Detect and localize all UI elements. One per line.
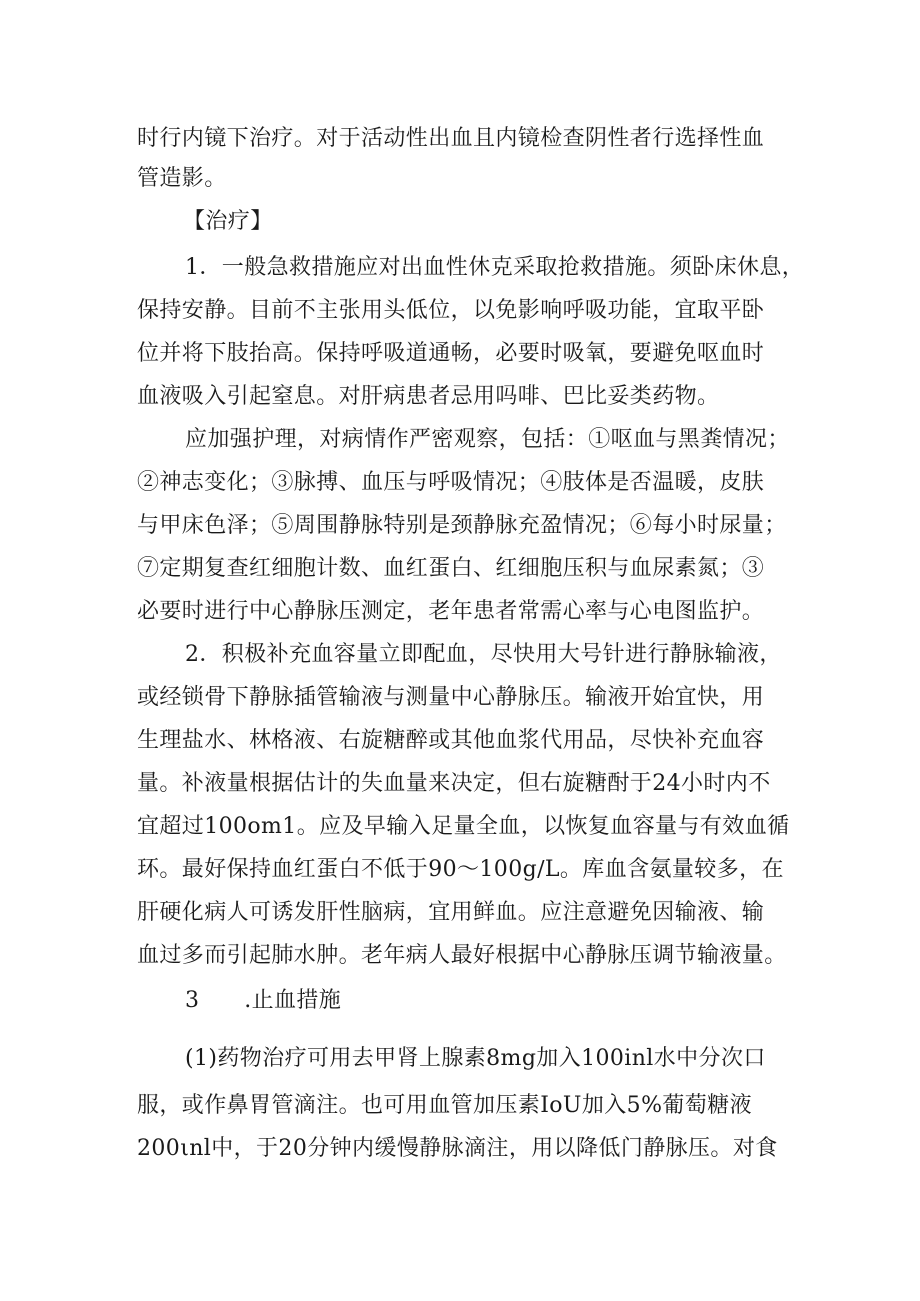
body-text-line: 生理盐水、林格液、右旋糖醉或其他血浆代用品，尽快补充血容 — [137, 728, 765, 753]
body-text-line: 1．一般急救措施应对出血性休克采取抢救措施。须卧床休息， — [185, 255, 805, 280]
body-text-line: 或经锁骨下静脉插管输液与测量中心静脉压。输液开始宜快，用 — [137, 685, 765, 710]
body-text-line: 血过多而引起肺水肿。老年病人最好根据中心静脉压调节输液量。 — [137, 943, 787, 968]
body-text-line: 200ιnl中，于20分钟内缓慢静脉滴注，用以降低门静脉压。对食 — [137, 1136, 778, 1161]
body-text-line: 应加强护理，对病情作严密观察，包括：①呕血与黑粪情况； — [185, 427, 790, 452]
body-text-line: 时行内镜下治疗。对于活动性出血且内镜检查阴性者行选择性血 — [137, 126, 765, 151]
body-text-line: 宜超过100om1。应及早输入足量全血，以恢复血容量与有效血循 — [137, 814, 790, 839]
body-text-line: 血液吸入引起窒息。对肝病患者忌用吗啡、巴比妥类药物。 — [137, 384, 720, 409]
body-text-line: 服，或作鼻胃管滴注。也可用血管加压素IoU加入5%葡萄糖液 — [137, 1093, 752, 1118]
body-text-line: 肝硬化病人可诱发肝性脑病，宜用鲜血。应注意避免因输液、输 — [137, 900, 765, 925]
body-text-line: 2．积极补充血容量立即配血，尽快用大号针进行静脉输液， — [185, 642, 782, 667]
body-text-line: (1)药物治疗可用去甲肾上腺素8mg加入100inl水中分次口 — [185, 1046, 766, 1071]
body-text-line: 与甲床色泽；⑤周围静脉特别是颈静脉充盈情况；⑥每小时尿量； — [137, 513, 787, 538]
section-heading: 【治疗】 — [183, 209, 273, 234]
section-heading: 3 .止血措施 — [185, 988, 342, 1013]
body-text-line: ⑦定期复查红细胞计数、血红蛋白、红细胞压积与血尿素氮；③ — [137, 556, 765, 581]
body-text-line: 位并将下肢抬高。保持呼吸道通畅，必要时吸氧，要避免呕血时 — [137, 341, 765, 366]
body-text-line: 管造影。 — [137, 166, 227, 191]
body-text-line: 必要时进行中心静脉压测定，老年患者常需心率与心电图监护。 — [137, 599, 765, 624]
body-text-line: 量。补液量根据估计的失血量来决定，但右旋糖酎于24小时内不 — [137, 771, 771, 796]
body-text-line: ②神志变化；③脉搏、血压与呼吸情况；④肢体是否温暖，皮肤 — [137, 470, 765, 495]
body-text-line: 保持安静。目前不主张用头低位，以免影响呼吸功能，宜取平卧 — [137, 298, 765, 323]
body-text-line: 环。最好保持血红蛋白不低于90～100g∕L。库血含氨量较多，在 — [137, 857, 784, 882]
